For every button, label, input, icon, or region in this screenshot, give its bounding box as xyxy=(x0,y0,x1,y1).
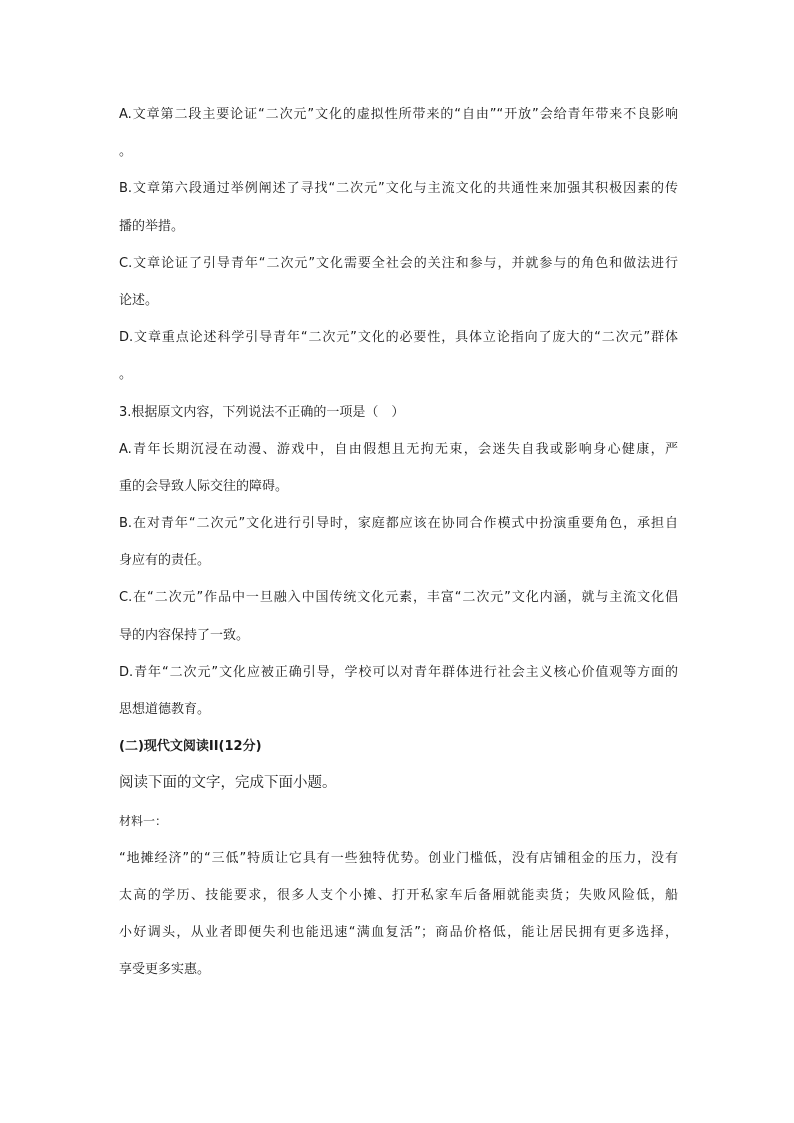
option-d-line-2: 。 xyxy=(119,367,133,383)
q3-option-c-line-1: C.在“二次元”作品中一旦融入中国传统文化元素，丰富“二次元”文化内涵，就与主流文化倡 xyxy=(119,590,678,606)
q3-option-b-line-1: B.在对青年“二次元”文化进行引导时，家庭都应该在协同合作模式中扮演重要角色，承担自 xyxy=(119,516,678,532)
q3-option-a-line-2: 重的会导致人际交往的障碍。 xyxy=(119,478,289,494)
q3-option-a-line-1: A.青年长期沉浸在动漫、游戏中，自由假想且无拘无束，会迷失自我或影响身心健康，严 xyxy=(119,441,678,457)
option-d-line-1: D.文章重点论述科学引导青年“二次元”文化的必要性，具体立论指向了庞大的“二次元”群体 xyxy=(119,330,678,346)
q3-option-b-line-2: 身应有的责任。 xyxy=(119,553,211,569)
option-c-line-2: 论述。 xyxy=(119,292,159,308)
section-heading: (二)现代文阅读II(12分) xyxy=(119,739,262,755)
material-paragraph-line-3: 小好调头，从业者即便失利也能迅速“满血复活”；商品价格低，能让居民拥有更多选择， xyxy=(119,925,678,941)
material-paragraph-line-2: 太高的学历、技能要求，很多人支个小摊、打开私家车后备厢就能卖货；失败风险低，船 xyxy=(119,887,678,903)
q3-option-d-line-1: D.青年“二次元”文化应被正确引导，学校可以对青年群体进行社会主义核心价值观等方面的 xyxy=(119,664,678,680)
option-b-line-2: 播的举措。 xyxy=(119,218,185,234)
q3-option-d-line-2: 思想道德教育。 xyxy=(119,702,211,717)
reading-instruction: 阅读下面的文字，完成下面小题。 xyxy=(119,775,337,792)
material-paragraph-line-4: 享受更多实惠。 xyxy=(119,962,211,978)
option-a-line-2: 。 xyxy=(119,144,133,160)
question-3: 3.根据原文内容，下列说法不正确的一项是（ ） xyxy=(119,404,405,420)
material-label: 材料一： xyxy=(119,813,168,828)
option-a-line-1: A.文章第二段主要论证“二次元”文化的虚拟性所带来的“自由”“开放”会给青年带来不良影响 xyxy=(119,107,678,122)
material-paragraph-line-1: “地摊经济”的“三低”特质让它具有一些独特优势。创业门槛低，没有店铺租金的压力，没有 xyxy=(119,850,678,866)
option-c-line-1: C.文章论证了引导青年“二次元”文化需要全社会的关注和参与，并就参与的角色和做法进行 xyxy=(119,255,678,271)
option-b-line-1: B.文章第六段通过举例阐述了寻找“二次元”文化与主流文化的共通性来加强其积极因素的传 xyxy=(119,181,678,197)
q3-option-c-line-2: 导的内容保持了一致。 xyxy=(119,627,250,643)
